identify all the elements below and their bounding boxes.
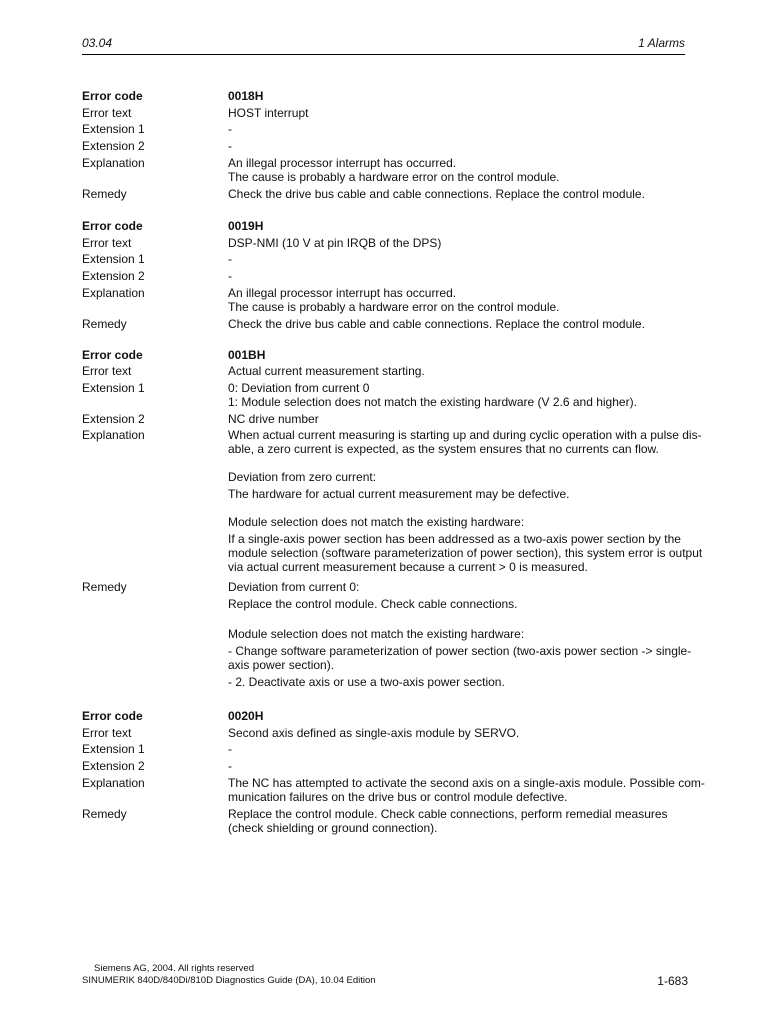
explanation-line: able, a zero current is expected, as the system ensures that no currents can flow. [228, 442, 659, 456]
error-text-row [82, 726, 688, 742]
alarm-block-0018h [82, 89, 688, 201]
explanation-row [82, 156, 688, 187]
extension2-row [82, 269, 688, 286]
extension2-value: - [228, 269, 232, 283]
extension1-row [82, 742, 688, 759]
explanation-line: Module selection does not match the existing hardware: [228, 515, 525, 529]
alarm-block-0020h [82, 709, 705, 835]
error-code-label: Error code [82, 348, 143, 362]
explanation-line: When actual current measuring is starting up and during cyclic operation with a pulse dis- [228, 428, 702, 442]
remedy-line: - Change software parameterization of power section (two-axis power section -> single- [228, 644, 692, 658]
explanation-label: Explanation [82, 286, 145, 300]
error-code-value: 0020H [228, 709, 264, 723]
extension1-value: - [228, 122, 232, 136]
extension2-row [82, 139, 688, 156]
extension1-label: Extension 1 [82, 742, 145, 756]
error-text-row [82, 364, 688, 381]
error-text-value: DSP-NMI (10 V at pin IRQB of the DPS) [228, 236, 442, 250]
error-code-label: Error code [82, 709, 143, 723]
remedy-row [82, 317, 688, 331]
error-text-label: Error text [82, 364, 132, 378]
extension1-row [82, 252, 688, 269]
remedy-line: - 2. Deactivate axis or use a two-axis power section. [228, 675, 505, 689]
error-code-row [82, 89, 688, 106]
explanation-line: via actual current measurement because a current > 0 is measured. [228, 560, 588, 574]
alarm-block-001bh [82, 348, 703, 690]
extension2-value: - [228, 759, 232, 773]
error-code-value: 0018H [228, 89, 264, 103]
remedy-row [82, 807, 688, 835]
remedy-line: Replace the control module. Check cable connections, perform remedial measures [228, 807, 668, 821]
extension2-label: Extension 2 [82, 412, 145, 426]
error-code-row [82, 219, 688, 236]
extension2-row [82, 759, 688, 776]
remedy-line: axis power section). [228, 658, 335, 672]
explanation-label: Explanation [82, 156, 145, 170]
remedy-label: Remedy [82, 187, 127, 201]
header-version: 03.04 [82, 36, 113, 50]
remedy-line: Check the drive bus cable and cable connections. Replace the control module. [228, 317, 645, 331]
alarm-block-0019h [82, 219, 688, 331]
error-text-value: Actual current measurement starting. [228, 364, 425, 378]
error-code-value: 001BH [228, 348, 266, 362]
remedy-label: Remedy [82, 317, 127, 331]
explanation-row [82, 428, 703, 580]
explanation-label: Explanation [82, 428, 145, 442]
explanation-line: module selection (software parameterization of power section), this system error is output [228, 546, 703, 560]
error-text-label: Error text [82, 106, 132, 120]
extension1-row [82, 381, 688, 412]
error-code-row [82, 709, 688, 726]
extension1-value: - [228, 252, 232, 266]
extension2-label: Extension 2 [82, 269, 145, 283]
explanation-line: Deviation from zero current: [228, 470, 377, 484]
error-text-row [82, 106, 688, 122]
extension2-label: Extension 2 [82, 759, 145, 773]
error-text-label: Error text [82, 236, 132, 250]
error-code-label: Error code [82, 89, 143, 103]
explanation-row [82, 286, 688, 317]
error-text-value: Second axis defined as single-axis module by SERVO. [228, 726, 520, 740]
extension1-label: Extension 1 [82, 381, 145, 395]
remedy-label: Remedy [82, 807, 127, 821]
explanation-row [82, 776, 705, 807]
error-text-row [82, 236, 688, 252]
extension2-value: NC drive number [228, 412, 319, 426]
error-code-value: 0019H [228, 219, 264, 233]
remedy-row [82, 187, 688, 201]
remedy-line: Replace the control module. Check cable connections. [228, 597, 518, 611]
remedy-line: Check the drive bus cable and cable connections. Replace the control module. [228, 187, 645, 201]
explanation-line: The NC has attempted to activate the second axis on a single-axis module. Possible com- [228, 776, 705, 790]
page-number: 1-683 [657, 974, 688, 988]
explanation-line: The cause is probably a hardware error on the control module. [228, 300, 560, 314]
explanation-line: If a single-axis power section has been addressed as a two-axis power section by the [228, 532, 681, 546]
extension1-line: 0: Deviation from current 0 [228, 381, 370, 395]
explanation-label: Explanation [82, 776, 145, 790]
extension1-row [82, 122, 688, 139]
header-chapter: 1 Alarms [638, 36, 685, 50]
remedy-line: Module selection does not match the existing hardware: [228, 627, 525, 641]
page-footer [82, 963, 688, 1003]
error-text-label: Error text [82, 726, 132, 740]
error-code-row [82, 348, 688, 364]
remedy-line: Deviation from current 0: [228, 580, 360, 594]
page-header [82, 36, 685, 55]
explanation-line: The hardware for actual current measurement may be defective. [228, 487, 570, 501]
explanation-line: An illegal processor interrupt has occurred. [228, 156, 457, 170]
error-code-label: Error code [82, 219, 143, 233]
explanation-line: An illegal processor interrupt has occurred. [228, 286, 457, 300]
extension1-line: 1: Module selection does not match the existing hardware (V 2.6 and higher). [228, 395, 637, 409]
remedy-line: (check shielding or ground connection). [228, 821, 438, 835]
extension2-label: Extension 2 [82, 139, 145, 153]
remedy-row [82, 580, 692, 690]
footer-doc-title: SINUMERIK 840D/840Di/810D Diagnostics Guide (DA), 10.04 Edition [82, 975, 376, 986]
footer-copyright: Siemens AG, 2004. All rights reserved [94, 963, 254, 974]
extension2-value: - [228, 139, 232, 153]
extension1-value: - [228, 742, 232, 756]
error-text-value: HOST interrupt [228, 106, 309, 120]
explanation-line: The cause is probably a hardware error on the control module. [228, 170, 560, 184]
extension2-row [82, 412, 688, 428]
explanation-line: munication failures on the drive bus or control module defective. [228, 790, 568, 804]
extension1-label: Extension 1 [82, 122, 145, 136]
extension1-label: Extension 1 [82, 252, 145, 266]
remedy-label: Remedy [82, 580, 127, 594]
